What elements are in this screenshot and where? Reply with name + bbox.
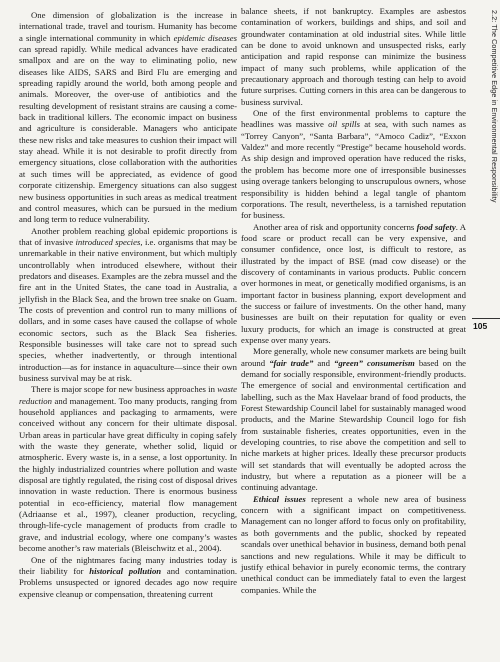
emphasized-term: “fair trade” bbox=[269, 357, 314, 368]
text-run: represent a whole new area of business concern with a significant impact on competitiveness. Management can no longer afford to focus only on profitability, as both governments and the public, shocked by repeated scandals over unethical behavior in business, demand both penal sanctions and new regulations. While it may be difficult to justify ethical behavior in purely economic terms, the contrary unethical conduct can be immediately fatal to even the largest companies. While the bbox=[241, 493, 466, 595]
page-number: 105 bbox=[473, 321, 488, 331]
right-column-paragraph bbox=[241, 346, 466, 493]
left-column-paragraph bbox=[19, 555, 237, 600]
text-run: More generally, whole new consumer markets are being built around bbox=[241, 346, 466, 368]
right-text-column bbox=[241, 6, 466, 596]
left-column-paragraph bbox=[19, 10, 237, 226]
emphasized-term: food safety bbox=[416, 221, 456, 232]
running-head: 2.2: The Competitive Edge in Environmental Responsibility bbox=[490, 10, 499, 203]
text-run: and contamination. Problems unsuspected or ignored decades ago now require expensive cleanup or compensation, threatening current bbox=[19, 565, 238, 599]
emphasized-term: introduced species bbox=[75, 236, 141, 247]
emphasized-term: epidemic diseases bbox=[173, 32, 238, 43]
left-column-paragraph bbox=[19, 226, 237, 385]
text-run: Another area of risk and opportunity concerns bbox=[253, 221, 417, 232]
emphasized-term: “green” consumerism bbox=[333, 357, 415, 368]
right-column-paragraph bbox=[241, 6, 466, 108]
text-run: . A food scare or product recall can be very expensive, and consumer confidence, once lost, is difficult to restore, as illustrated by the impact of BSE (mad cow disease) or the discovery of contaminants in various products. Public concern over hormones in meat, or genetically modified organisms, is an important factor in business planning, export development and the success or failure of investments. On the other hand, many businesses are built on their reputation for quality or even luxury products, for which an image is constructed at great expense over many years. bbox=[241, 221, 467, 345]
text-run: at sea, with such names as “Torrey Canyon”, “Santa Barbara”, “Amoco Cadiz”, “Exxon Valdez” and more recently “Prestige” became household words. As ship design and improved operation have reduced the risks, the problem has become more one of irresponsible businesses using overage tankers belonging to unscrupulous owners, whose responsibility is hidden behind a legal tangle of phantom corporations. The result, nevertheless, is a tarnished reputation for business. bbox=[241, 119, 466, 221]
text-run: and bbox=[313, 357, 334, 368]
text-run: , i.e. organisms that may be unremarkable in their native environment, but which multiply uncontrollably when introduced elsewhere, without their predators and diseases. Examples are the zebra mussel and the fire ant in the United States, the cane toad in Australia, a jellyfish in the Black Sea, and the brown tree snake on Guam. The costs of prevention and control run to many millions of dollars, and in some cases have caused the collapse of whole economic sectors, such as the Black Sea fisheries. Responsible businesses will take care not to spread such species, whether inadvertently, or through intentional introduction—as for instance in aquaculture—since their own business survival may be at risk. bbox=[19, 236, 238, 383]
text-run: There is major scope for new business approaches in bbox=[31, 384, 218, 395]
page-number-rule bbox=[472, 318, 500, 319]
left-column-paragraph bbox=[19, 384, 237, 554]
emphasized-term: Ethical issues bbox=[253, 493, 306, 504]
right-column-paragraph bbox=[241, 108, 466, 221]
text-run: balance sheets, if not bankruptcy. Examples are asbestos contamination of workers, buildings and ships, and soil and groundwater contamination at old industrial sites. While little can be done to avoid unknown and unsuspected risks, early anticipation and rapid response can minimize the business impact of many such problems, while application of the precautionary approach and thorough testing can help to avoid future surprises. Cutting corners in this area can be dangerous to business survival. bbox=[241, 6, 466, 107]
right-column-paragraph bbox=[241, 222, 466, 347]
text-run: One of the first environmental problems to capture the headlines was massive bbox=[241, 108, 466, 130]
right-column-paragraph bbox=[241, 494, 466, 596]
text-run: can spread rapidly. While medical advances have eradicated smallpox and are on the way to eliminating polio, new diseases like AIDS, SARS and Bird Flu are emerging and spreading rapidly around the world, both among people and animals. Moreover, the over-use of antibiotics and the resulting development of resistant strains are causing a come-back in traditional killers. The economic impact on business and agriculture is considerable. Managers who anticipate these new risks and take measures to cushion their impact will stay ahead. While it is not desirable to profit directly from emergency situations, close collaboration with the authorities at such times will be appreciated, as evidence of good corporate citizenship. Emergency situations can also suggest new business opportunities in such areas as medical treatment and control measures, which can be pursued in the medium and long term to reduce vulnerability. bbox=[19, 44, 237, 225]
emphasized-term: oil spills bbox=[328, 119, 360, 130]
text-run: One dimension of globalization is the increase in international trade, travel and tourism. Humanity has become a single international community in which bbox=[19, 10, 237, 43]
emphasized-term: historical pollution bbox=[89, 565, 162, 576]
left-text-column bbox=[19, 10, 237, 600]
text-run: and management. Too many products, ranging from household appliances and packaging to armaments, were conceived without any concern for their ultimate disposal. Urban areas in particular have great difficulty in coping safely with the waste they generate, whether solid, liquid or atmospheric. Every waste is, in a sense, a lost opportunity. In the highly industrialized countries where pollution and waste disposal are tightly regulated, the rising cost of disposal drives innovation in waste reduction. There is enormous business potential in eco-efficiency, material flow management (Adriaanse et al., 1997), cleaner production, recycling, through-life-cycle management of products from cradle to grave, and industrial ecology, where one company’s wastes become another’s raw materials (Bleischwitz et al., 2004). bbox=[19, 395, 237, 554]
text-run: based on the demand for socially responsible, environment-friendly products. The emergence of social and environmental certification and labelling, such as the Max Havelaar brand of food products, the Forest Stewardship Council label for sustainably managed wood products, and the Marine Stewardship Council logo for fish from sustainable fisheries, creates opportunities, even in the developing countries, to rise above the competition and sell to niche markets at higher prices. Ideally these precursor products will set standards that will eventually be adopted across the industry, but where a reputation as a pioneer will be a continuing advantage. bbox=[241, 357, 467, 493]
text-run: One of the nightmares facing many industries today is their liability for bbox=[19, 554, 237, 576]
emphasized-term: waste reduction bbox=[19, 384, 237, 406]
text-run: Another problem reaching global epidemic proportions is that of invasive bbox=[19, 225, 237, 247]
